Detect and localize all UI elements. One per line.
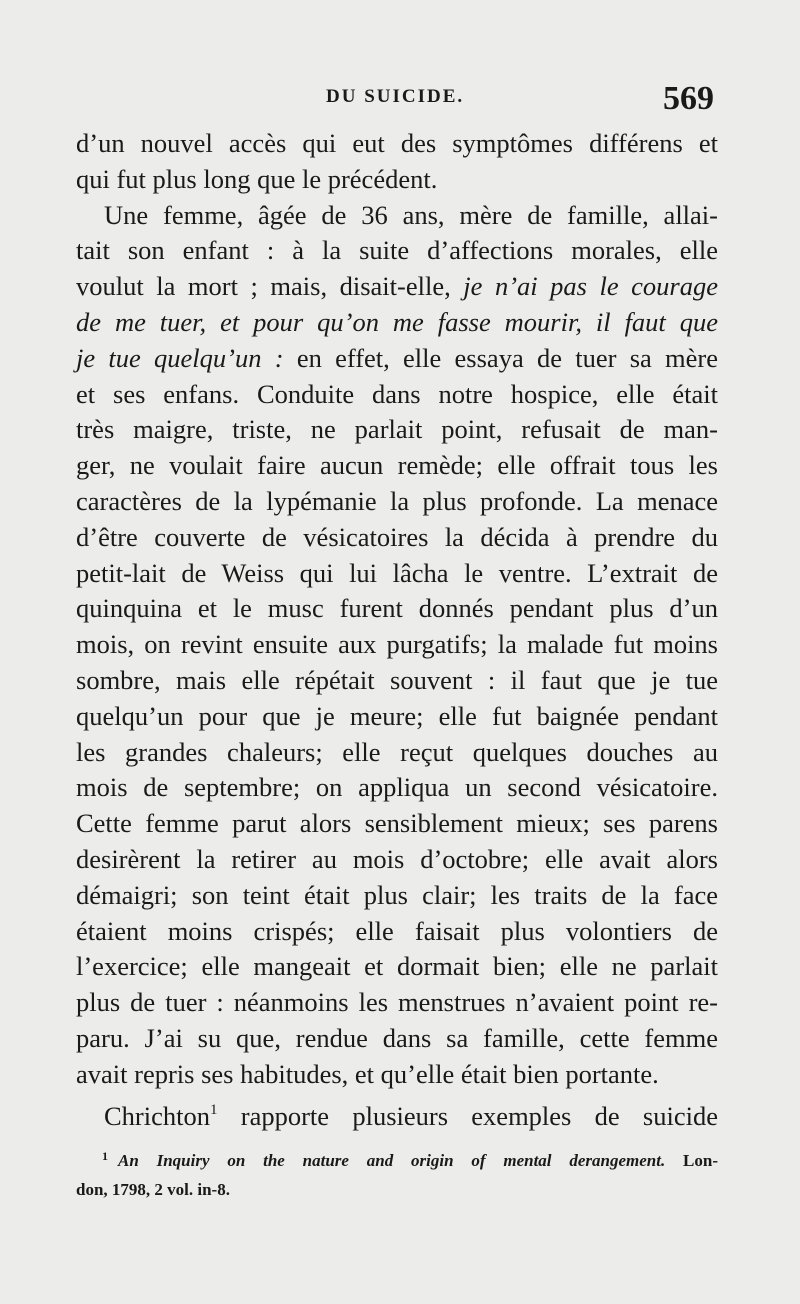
italic-quote: je n’ai pas le courage (463, 271, 719, 302)
text-line: plus de tuer : néanmoins les menstrues n’avaient point re- (76, 987, 718, 1018)
text-line (76, 269, 718, 305)
text-line: démaigri; son teint était plus clair; les traits de la face (76, 879, 718, 910)
body-text (76, 126, 719, 1131)
footnote-text: Lon- (665, 1151, 718, 1170)
italic-quote: je tue quelqu’un : (76, 342, 284, 373)
text-line: l’exercice; elle mangeait et dormait bien; elle ne parlait (76, 951, 718, 982)
text-line: les grandes chaleurs; elle reçut quelques douches au (76, 736, 718, 767)
text-line: desirèrent la retirer au mois d’octobre; elle avait alors (76, 843, 718, 874)
footnote-line (76, 1142, 718, 1175)
text-line: avait repris ses habitudes, et qu’elle était bien portante. (76, 1058, 659, 1089)
text-segment: en effet, elle essaya de tuer sa mère (283, 342, 718, 373)
text-line: mois, on revint ensuite aux purgatifs; la malade fut moins (76, 629, 718, 660)
text-line: et ses enfans. Conduite dans notre hospice, elle était (76, 378, 718, 409)
text-line (76, 341, 718, 377)
text-segment: rapporte plusieurs exemples de suicide (217, 1100, 718, 1131)
text-line (76, 1093, 718, 1129)
footnote-mark: 1 (102, 1149, 108, 1163)
text-line: étaient moins crispés; elle faisait plus volontiers de (76, 915, 718, 946)
footnote (76, 1142, 718, 1204)
text-line: paru. J’ai su que, rendue dans sa famille, cette femme (76, 1022, 718, 1053)
page-number: 569 (663, 80, 714, 117)
text-line: ger, ne voulait faire aucun remède; elle offrait tous les (76, 450, 718, 481)
text-line: Une femme, âgée de 36 ans, mère de famille, allai- (104, 199, 718, 230)
text-line: mois de septembre; on appliqua un second vésicatoire. (76, 772, 718, 803)
text-line: quinquina et le musc furent donnés pendant plus d’un (76, 593, 718, 624)
text-line: quelqu’un pour que je meure; elle fut baignée pendant (76, 700, 718, 731)
running-title: DU SUICIDE. (326, 86, 465, 107)
running-head (76, 82, 716, 116)
text-line: qui fut plus long que le précédent. (76, 163, 438, 194)
text-line: très maigre, triste, ne parlait point, refusait de man- (76, 414, 718, 445)
text-line: tait son enfant : à la suite d’affections morales, elle (76, 235, 718, 266)
text-line: petit-lait de Weiss qui lui lâcha le ventre. L’extrait de (76, 557, 718, 588)
text-line: de me tuer, et pour qu’on me fasse mourir, il faut que (76, 306, 718, 337)
text-line: sombre, mais elle répétait souvent : il faut que je tue (76, 664, 718, 695)
text-line: caractères de la lypémanie la plus profonde. La menace (76, 485, 718, 516)
text-segment: Chrichton (104, 1100, 210, 1131)
text-line: d’être couverte de vésicatoires la décida à prendre du (76, 521, 718, 552)
text-line: Cette femme parut alors sensiblement mieux; ses parens (76, 808, 718, 839)
footnote-title: An Inquiry on the nature and origin of mental derangement. (118, 1151, 666, 1170)
text-segment: voulut la mort ; mais, disait-elle, (76, 271, 451, 302)
footnote-line: don, 1798, 2 vol. in-8. (76, 1180, 230, 1199)
footnote-reference: 1 (210, 1101, 218, 1118)
text-line: d’un nouvel accès qui eut des symptômes différens et (76, 128, 718, 158)
